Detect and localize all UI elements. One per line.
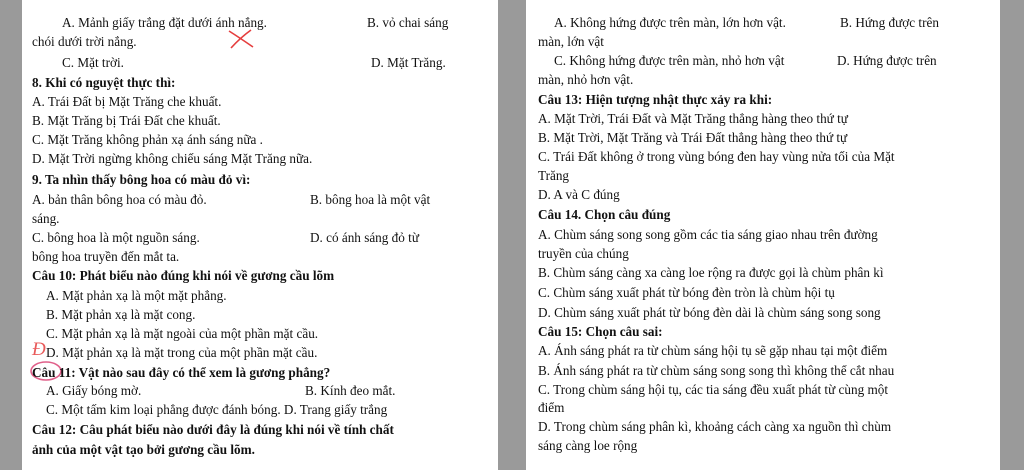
- q10-option-a: A. Mặt phản xạ là một mặt phẳng.: [46, 288, 227, 303]
- q12-option-c: C. Không hứng được trên màn, nhỏ hơn vật: [554, 53, 785, 68]
- q8-option-c: C. Mặt Trăng không phản xạ ánh sáng nữa .: [32, 132, 263, 147]
- q15-option-d-cont: sáng càng loe rộng: [538, 438, 638, 453]
- q9-option-b: B. bông hoa là một vật: [310, 192, 431, 207]
- q8-option-b: B. Mặt Trăng bị Trái Đất che khuất.: [32, 113, 221, 128]
- q7-option-b-cont: chói dưới trời nắng.: [32, 34, 137, 49]
- q9-option-d: D. có ánh sáng đỏ từ: [310, 230, 419, 245]
- q11-option-b: B. Kính đeo mắt.: [305, 383, 396, 398]
- q11-options-cd: C. Một tấm kim loại phẳng được đánh bóng. D. Trang giấy trắng: [46, 402, 388, 417]
- q8-title: 8. Khi có nguyệt thực thì:: [32, 75, 176, 90]
- left-page: [22, 0, 498, 470]
- q11-option-a: A. Giấy bóng mờ.: [46, 383, 142, 398]
- q7-option-d: D. Mặt Trăng.: [371, 55, 446, 70]
- q10-option-d: D. Mặt phản xạ là mặt trong của một phần mặt cầu.: [46, 345, 318, 360]
- q15-option-b: B. Ánh sáng phát ra từ chùm sáng song song thì không thể cắt nhau: [538, 363, 895, 378]
- q14-option-a: A. Chùm sáng song song gồm các tia sáng giao nhau trên đường: [538, 227, 878, 242]
- q7-option-c: C. Mặt trời.: [62, 55, 124, 70]
- q10-title: Câu 10: Phát biểu nào đúng khi nói về gương cầu lõm: [32, 268, 335, 283]
- q8-option-d: D. Mặt Trời ngừng không chiếu sáng Mặt Trăng nữa.: [32, 151, 313, 166]
- q10-option-b: B. Mặt phản xạ là mặt cong.: [46, 307, 196, 322]
- red-cross-mark: [226, 28, 256, 50]
- q12-option-d: D. Hứng được trên: [837, 53, 937, 68]
- q9-option-d-cont: bông hoa truyền đến mắt ta.: [32, 249, 180, 264]
- q9-option-c: C. bông hoa là một nguồn sáng.: [32, 230, 200, 245]
- q9-option-a: A. bản thân bông hoa có màu đỏ.: [32, 192, 207, 207]
- q9-title: 9. Ta nhìn thấy bông hoa có màu đỏ vì:: [32, 172, 251, 187]
- q14-option-d: D. Chùm sáng xuất phát từ bóng đèn dài là chùm sáng song song: [538, 305, 881, 320]
- q11-title: Câu 11: Vật nào sau đây có thể xem là gương phẳng?: [32, 365, 331, 380]
- q15-option-c-cont: điểm: [538, 400, 565, 415]
- q12-option-a: A. Không hứng được trên màn, lớn hơn vật.: [554, 15, 786, 30]
- q14-option-a-cont: truyền của chúng: [538, 246, 629, 261]
- q10-option-c: C. Mặt phản xạ là mặt ngoài của một phần mặt cầu.: [46, 326, 319, 341]
- right-page: [526, 0, 1000, 470]
- q13-option-c: C. Trái Đất không ở trong vùng bóng đen hay vùng nửa tối của Mặt: [538, 149, 895, 164]
- q14-option-c: C. Chùm sáng xuất phát từ bóng đèn tròn là chùm hội tụ: [538, 285, 835, 300]
- q13-option-b: B. Mặt Trời, Mặt Trăng và Trái Đất thẳng hàng theo thứ tự: [538, 130, 848, 145]
- q12-title: Câu 12: Câu phát biểu nào dưới đây là đúng khi nói về tính chất: [32, 422, 394, 437]
- q12-option-b: B. Hứng được trên: [840, 15, 939, 30]
- q13-option-a: A. Mặt Trời, Trái Đất và Mặt Trăng thẳng hàng theo thứ tự: [538, 111, 848, 126]
- q15-option-d: D. Trong chùm sáng phân kì, khoảng cách càng xa nguồn thì chùm: [538, 419, 892, 434]
- q14-title: Câu 14. Chọn câu đúng: [538, 207, 671, 222]
- q15-option-c: C. Trong chùm sáng hội tụ, các tia sáng đều xuất phát từ cùng một: [538, 382, 888, 397]
- q12-option-b-cont: màn, lớn vật: [538, 34, 604, 49]
- q13-title: Câu 13: Hiện tượng nhật thực xảy ra khi:: [538, 92, 773, 107]
- q13-option-c-cont: Trăng: [538, 168, 570, 183]
- q13-option-d: D. A và C đúng: [538, 187, 620, 202]
- q15-title: Câu 15: Chọn câu sai:: [538, 324, 663, 339]
- q9-option-b-cont: sáng.: [32, 211, 60, 226]
- q7-option-a: A. Mảnh giấy trắng đặt dưới ánh nắng.: [62, 15, 267, 30]
- q14-option-b: B. Chùm sáng càng xa càng loe rộng ra được gọi là chùm phân kì: [538, 265, 884, 280]
- handwritten-note: Đ: [32, 339, 46, 360]
- q7-option-b: B. vỏ chai sáng: [367, 15, 449, 30]
- q8-option-a: A. Trái Đất bị Mặt Trăng che khuất.: [32, 94, 222, 109]
- q12-option-d-cont: màn, nhỏ hơn vật.: [538, 72, 634, 87]
- q12-title-cont: ảnh của một vật tạo bởi gương cầu lõm.: [32, 442, 255, 457]
- q15-option-a: A. Ánh sáng phát ra từ chùm sáng hội tụ sẽ gặp nhau tại một điểm: [538, 343, 888, 358]
